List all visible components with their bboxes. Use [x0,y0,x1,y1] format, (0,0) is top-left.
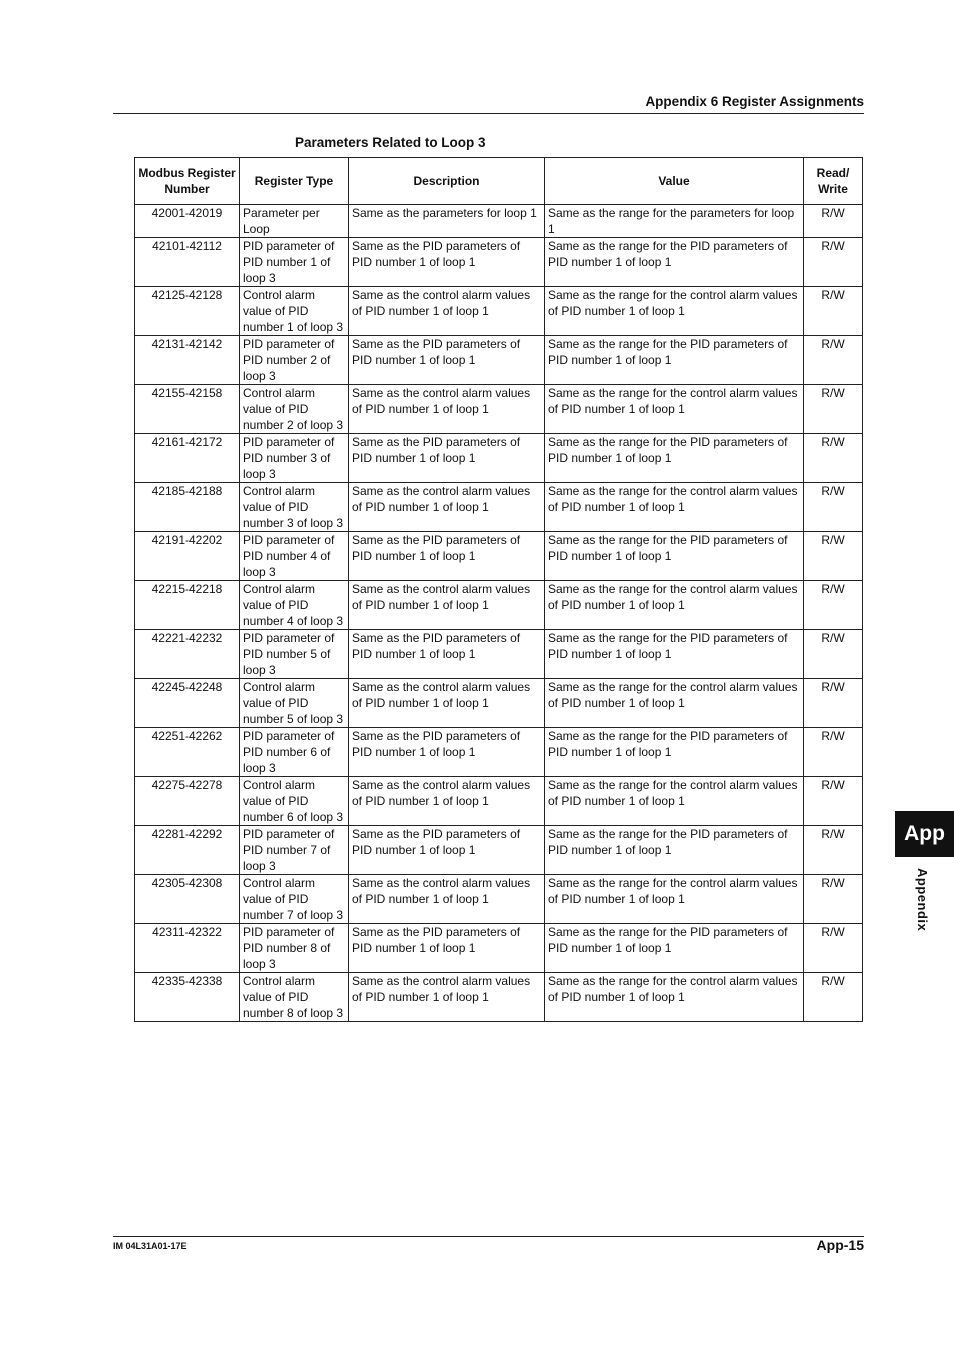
read-write-cell: R/W [804,287,863,336]
description-cell: Same as the PID parameters of PID number 1 of loop 1 [349,924,545,973]
value-cell: Same as the range for the control alarm values of PID number 1 of loop 1 [545,679,804,728]
read-write-cell: R/W [804,826,863,875]
register-type-cell: PID parameter of PID number 6 of loop 3 [240,728,349,777]
register-number-cell: 42161-42172 [135,434,240,483]
section-title: Parameters Related to Loop 3 [295,135,486,150]
value-cell: Same as the range for the PID parameters of PID number 1 of loop 1 [545,728,804,777]
description-cell: Same as the parameters for loop 1 [349,205,545,238]
column-header-description: Description [349,158,545,205]
register-number-cell: 42221-42232 [135,630,240,679]
column-header-read-write: Read/ Write [804,158,863,205]
table-row [135,483,863,532]
register-number-cell: 42191-42202 [135,532,240,581]
read-write-cell: R/W [804,581,863,630]
read-write-cell: R/W [804,205,863,238]
register-number-cell: 42155-42158 [135,385,240,434]
app-tab [895,811,954,857]
table-row [135,205,863,238]
register-number-cell: 42125-42128 [135,287,240,336]
register-number-cell: 42185-42188 [135,483,240,532]
register-number-cell: 42311-42322 [135,924,240,973]
description-cell: Same as the PID parameters of PID number 1 of loop 1 [349,238,545,287]
app-tab-label: App [904,822,945,845]
footer-page-number: App-15 [816,1237,864,1253]
value-cell: Same as the range for the parameters for loop 1 [545,205,804,238]
read-write-cell: R/W [804,973,863,1022]
table-row [135,630,863,679]
table-row [135,336,863,385]
register-number-cell: 42281-42292 [135,826,240,875]
table-row [135,532,863,581]
value-cell: Same as the range for the control alarm values of PID number 1 of loop 1 [545,777,804,826]
register-number-cell: 42245-42248 [135,679,240,728]
register-type-cell: Control alarm value of PID number 1 of loop 3 [240,287,349,336]
description-cell: Same as the PID parameters of PID number 1 of loop 1 [349,336,545,385]
table-row [135,434,863,483]
table-row [135,581,863,630]
table-row [135,728,863,777]
value-cell: Same as the range for the PID parameters of PID number 1 of loop 1 [545,336,804,385]
description-cell: Same as the PID parameters of PID number 1 of loop 1 [349,728,545,777]
register-type-cell: PID parameter of PID number 4 of loop 3 [240,532,349,581]
register-type-cell: Parameter per Loop [240,205,349,238]
register-number-cell: 42101-42112 [135,238,240,287]
description-cell: Same as the control alarm values of PID number 1 of loop 1 [349,875,545,924]
read-write-cell: R/W [804,532,863,581]
column-header-value: Value [545,158,804,205]
register-type-cell: PID parameter of PID number 3 of loop 3 [240,434,349,483]
value-cell: Same as the range for the control alarm values of PID number 1 of loop 1 [545,483,804,532]
register-number-cell: 42215-42218 [135,581,240,630]
value-cell: Same as the range for the PID parameters of PID number 1 of loop 1 [545,826,804,875]
value-cell: Same as the range for the control alarm values of PID number 1 of loop 1 [545,287,804,336]
table-row [135,924,863,973]
table-row [135,679,863,728]
register-type-cell: PID parameter of PID number 2 of loop 3 [240,336,349,385]
description-cell: Same as the control alarm values of PID number 1 of loop 1 [349,287,545,336]
description-cell: Same as the PID parameters of PID number 1 of loop 1 [349,434,545,483]
register-number-cell: 42275-42278 [135,777,240,826]
table-header-row [135,158,863,205]
description-cell: Same as the control alarm values of PID number 1 of loop 1 [349,973,545,1022]
page-header-title: Appendix 6 Register Assignments [645,94,864,109]
header-divider [113,113,864,114]
value-cell: Same as the range for the PID parameters of PID number 1 of loop 1 [545,238,804,287]
read-write-cell: R/W [804,924,863,973]
register-type-cell: Control alarm value of PID number 6 of loop 3 [240,777,349,826]
read-write-cell: R/W [804,385,863,434]
footer-divider [113,1236,864,1237]
register-type-cell: PID parameter of PID number 7 of loop 3 [240,826,349,875]
register-type-cell: Control alarm value of PID number 5 of loop 3 [240,679,349,728]
table-body [135,205,863,1022]
value-cell: Same as the range for the PID parameters of PID number 1 of loop 1 [545,434,804,483]
read-write-cell: R/W [804,777,863,826]
table-row [135,826,863,875]
read-write-cell: R/W [804,483,863,532]
register-number-cell: 42305-42308 [135,875,240,924]
table-row [135,875,863,924]
table-row [135,238,863,287]
value-cell: Same as the range for the control alarm values of PID number 1 of loop 1 [545,973,804,1022]
column-header-register-number: Modbus Register Number [135,158,240,205]
register-number-cell: 42251-42262 [135,728,240,777]
appendix-side-label: Appendix [915,868,930,932]
register-type-cell: PID parameter of PID number 8 of loop 3 [240,924,349,973]
table-row [135,287,863,336]
description-cell: Same as the control alarm values of PID number 1 of loop 1 [349,777,545,826]
register-number-cell: 42001-42019 [135,205,240,238]
description-cell: Same as the control alarm values of PID number 1 of loop 1 [349,385,545,434]
register-type-cell: Control alarm value of PID number 3 of loop 3 [240,483,349,532]
column-header-register-type: Register Type [240,158,349,205]
register-type-cell: Control alarm value of PID number 2 of loop 3 [240,385,349,434]
register-number-cell: 42335-42338 [135,973,240,1022]
read-write-cell: R/W [804,238,863,287]
value-cell: Same as the range for the control alarm values of PID number 1 of loop 1 [545,875,804,924]
read-write-cell: R/W [804,728,863,777]
register-table [134,157,863,1022]
value-cell: Same as the range for the control alarm values of PID number 1 of loop 1 [545,385,804,434]
read-write-cell: R/W [804,875,863,924]
footer-doc-id: IM 04L31A01-17E [113,1241,187,1251]
read-write-cell: R/W [804,434,863,483]
value-cell: Same as the range for the control alarm values of PID number 1 of loop 1 [545,581,804,630]
read-write-cell: R/W [804,630,863,679]
description-cell: Same as the control alarm values of PID number 1 of loop 1 [349,581,545,630]
register-type-cell: PID parameter of PID number 5 of loop 3 [240,630,349,679]
register-type-cell: Control alarm value of PID number 8 of loop 3 [240,973,349,1022]
description-cell: Same as the PID parameters of PID number 1 of loop 1 [349,532,545,581]
description-cell: Same as the PID parameters of PID number 1 of loop 1 [349,826,545,875]
description-cell: Same as the PID parameters of PID number 1 of loop 1 [349,630,545,679]
register-type-cell: Control alarm value of PID number 7 of loop 3 [240,875,349,924]
read-write-cell: R/W [804,336,863,385]
register-type-cell: Control alarm value of PID number 4 of loop 3 [240,581,349,630]
value-cell: Same as the range for the PID parameters of PID number 1 of loop 1 [545,630,804,679]
read-write-cell: R/W [804,679,863,728]
description-cell: Same as the control alarm values of PID number 1 of loop 1 [349,679,545,728]
value-cell: Same as the range for the PID parameters of PID number 1 of loop 1 [545,532,804,581]
register-number-cell: 42131-42142 [135,336,240,385]
value-cell: Same as the range for the PID parameters of PID number 1 of loop 1 [545,924,804,973]
table-row [135,777,863,826]
description-cell: Same as the control alarm values of PID number 1 of loop 1 [349,483,545,532]
table-row [135,385,863,434]
register-type-cell: PID parameter of PID number 1 of loop 3 [240,238,349,287]
table-row [135,973,863,1022]
